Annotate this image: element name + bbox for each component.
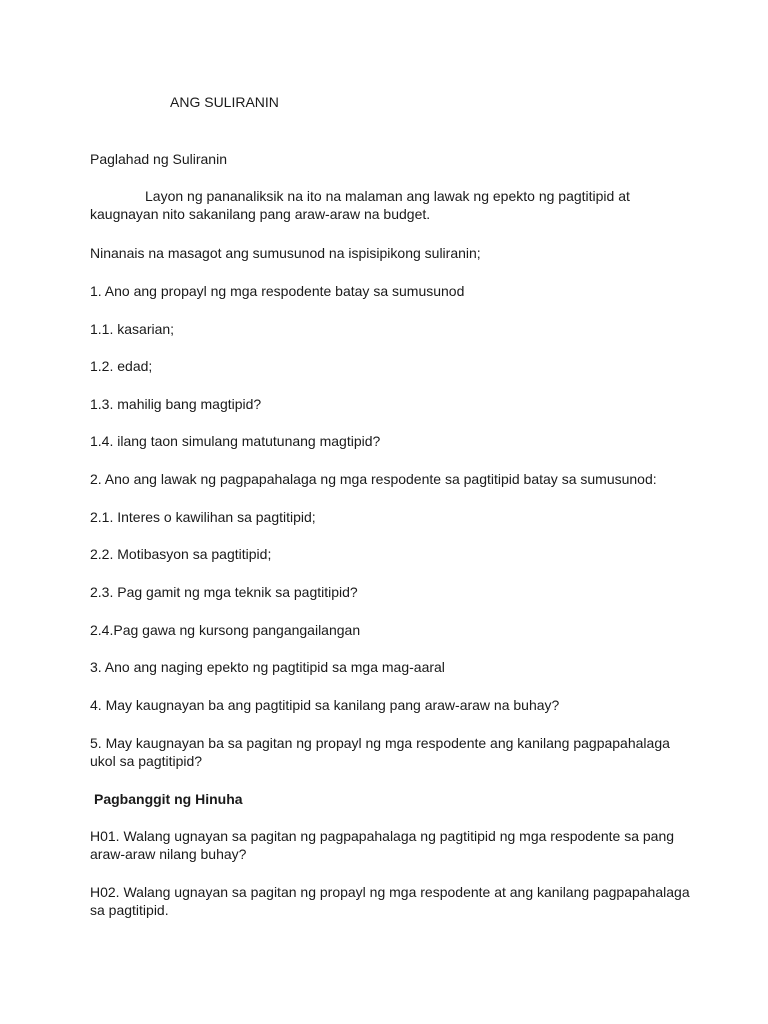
list-item: 2. Ano ang lawak ng pagpapahalaga ng mga respodente sa pagtitipid batay sa sumusunod:	[90, 471, 657, 487]
hypothesis-item: H01. Walang ugnayan sa pagitan ng pagpapahalaga ng pagtitipid ng mga respodente sa pang araw-araw nilang buhay?	[90, 828, 675, 862]
document-title: ANG SULIRANIN	[170, 94, 279, 110]
section-heading-hinuha: Pagbanggit ng Hinuha	[94, 791, 243, 807]
section-heading-paglahad: Paglahad ng Suliranin	[90, 151, 227, 167]
list-item: 1. Ano ang propayl ng mga respodente batay sa sumusunod	[90, 283, 465, 299]
list-item: 5. May kaugnayan ba sa pagitan ng propayl ng mga respodente ang kanilang pagpapahalaga ukol sa pagtitipid?	[90, 735, 670, 769]
list-item: 3. Ano ang naging epekto ng pagtitipid sa mga mag-aaral	[90, 659, 445, 675]
list-item: 2.2. Motibasyon sa pagtitipid;	[90, 546, 272, 562]
list-item: 1.3. mahilig bang magtipid?	[90, 396, 262, 412]
lead-in-text: Ninanais na masagot ang sumusunod na ispisipikong suliranin;	[90, 245, 481, 261]
list-item: 2.1. Interes o kawilihan sa pagtitipid;	[90, 509, 316, 525]
list-item: 2.3. Pag gamit ng mga teknik sa pagtitipid?	[90, 584, 358, 600]
intro-paragraph: Layon ng pananaliksik na ito na malaman ang lawak ng epekto ng pagtitipid at kaugnayan nito sakanilang pang araw-araw na budget.	[90, 188, 630, 222]
list-item: 1.2. edad;	[90, 358, 153, 374]
list-item: 1.4. ilang taon simulang matutunang magtipid?	[90, 433, 381, 449]
list-item: 1.1. kasarian;	[90, 321, 175, 337]
list-item: 4. May kaugnayan ba ang pagtitipid sa kanilang pang araw-araw na buhay?	[90, 697, 560, 713]
list-item: 2.4.Pag gawa ng kursong pangangailangan	[90, 622, 361, 638]
hypothesis-item: H02. Walang ugnayan sa pagitan ng propayl ng mga respodente at ang kanilang pagpapahalaga sa pagtitipid.	[90, 884, 690, 918]
